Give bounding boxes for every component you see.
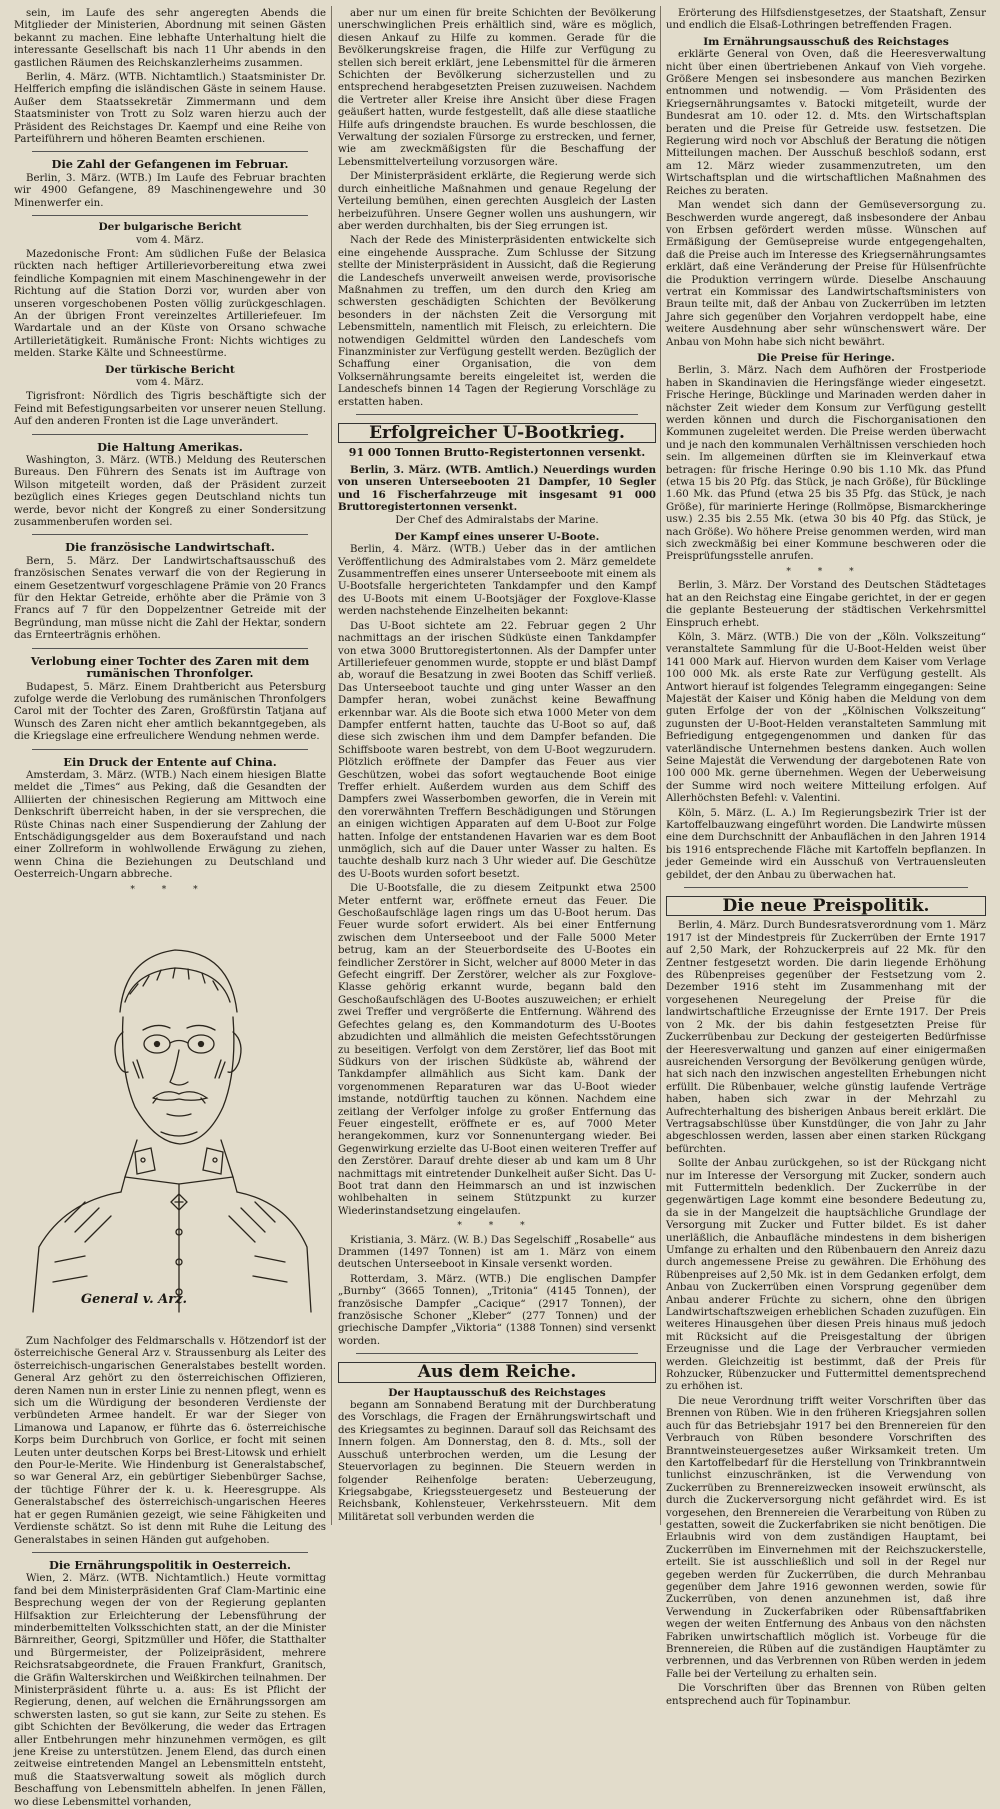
article-text: Das U-Boot sichtete am 22. Februar gegen 2 Uhr nachmittags an der irischen Südküste einen Tankdampfer von etwa 3000 Bruttoregistertonnen. Als der Dampfer unter Artilleriefeuer genommen wurde, stoppte er und bläst Dampf ab, worauf die Besatzung in zwei Booten das Schiff verließ. Das Unterseeboot tauchte und ging unter Wasser an den Dampfer heran, wobei zunächst keine Bewaffnung erkennbar war. Als die Boote sich etwa 1000 Meter von dem Dampfer entfernt hatten, tauchte das U-Boot so auf, daß diese sich zwischen ihm und dem Dampfer befanden. Die Schiffsboote waren bestrebt, von dem U-Boot wegzurudern. Plötzlich eröffnete der Dampfer das Feuer aus vier Geschützen, wobei das sofort wegtauchende Boot einige Treffer erhielt. Außerdem wurden aus dem Schiff des Dampfers zwei Wasserbomben geworfen, die in Verein mit den vorerwähnten Treffern Beschädigungen und Störungen an einigen wichtigen Apparaten auf dem U-Boot zur Folge hatten. Infolge der entstandenen Havarien war es dem Boot unmöglich, sich auf die Dauer unter Wasser zu halten. Es tauchte deshalb kurz nach 3 Uhr wieder auf. Die Geschütze des U-Boots wurden sofort besetzt.: [338, 620, 656, 880]
article-text: sein, im Laufe des sehr angeregten Abends die Mitglieder der Ministerien, Abordnung mit seinen Gästen bekannt zu machen. Eine lebhafte Unterhaltung hielt die interessante Gesellschaft bis nach 11 Uhr abends in den gastlichen Räumen des Reichskanzlerheims zusammen.: [14, 8, 326, 69]
article-text: Kristiania, 3. März. (W. B.) Das Segelschiff „Rosabelle“ aus Drammen (1497 Tonnen) ist am 1. März von einem deutschen Unterseeboot in Kinsale versenkt worden.: [338, 1234, 656, 1271]
portrait-caption: General v. Arz.: [81, 1291, 187, 1307]
article-text: Berlin, 3. März. Nach dem Aufhören der Frostperiode haben in Skandinavien die Heringsfänge wieder eingesetzt. Frische Heringe, Bücklinge und Marinaden werden daher in nächster Zeit wieder dem Konsum zur Verfügung gestellt werden können und durch die Fischorganisationen den Kommunen zugeleitet werden. Die Preise werden überwacht und je nach den kommunalen Verhältnissen verschieden hoch sein. Im allgemeinen dürften sie im Kleinverkauf etwa betragen: für frische Heringe 0.90 bis 1.10 Mk. das Pfund (etwa 15 bis 20 Pfg. das Stück, je nach Größe), für Bücklinge 1.60 Mk. das Pfund (etwa 25 bis 35 Pfg. das Stück, je nach Größe), für marinierte Heringe (Rollmöpse, Bismarckheringe usw.) 2.35 bis 2.55 Mk. (etwa 30 bis 40 Pfg. das Stück, je nach Größe). Wo höhere Preise genommen werden, wird man sich zweckmäßig bei einer Kommune beschweren oder die Preisprüfungsstelle anrufen.: [666, 365, 986, 563]
divider: [32, 534, 308, 535]
divider: [32, 648, 308, 649]
article-text: Nach der Rede des Ministerpräsidenten entwickelte sich eine eingehende Aussprache. Zum Schlusse der Sitzung stellte der Ministerpräsident in Aussicht, daß die Regierung die Landeschefs unverweilt anweisen werde, provisorische Maßnahmen zu treffen, um den durch den Krieg am schwersten geschädigten Schichten der Bevölkerung besonders in der nächsten Zeit die Versorgung mit Lebensmitteln, namentlich mit Fleisch, zu erleichtern. Die notwendigen Geldmittel würden den Landeschefs vom Finanzminister zur Verfügung gestellt werden. Bezüglich der Schaffung einer Organisation, die von dem Volksernährungsamte bereits eingeleitet ist, werden die Landeschefs binnen 14 Tagen der Regierung Vorschläge zu erstatten haben.: [338, 235, 656, 408]
article-text: Berlin, 4. März. (WTB. Nichtamtlich.) Staatsminister Dr. Helfferich empfing die isländischen Gäste in seinem Hause. Außer dem Staatssekretär Zimmermann und dem Staatsminister von Trott zu Solz waren hierzu auch der Präsident des Reichstages Dr. Kaempf und eine Reihe von Parteiführern und höheren Beamten erschienen.: [14, 72, 326, 146]
article-text: Die U-Bootsfalle, die zu diesem Zeitpunkt etwa 2500 Meter entfernt war, eröffnete erneut das Feuer. Die Geschoßaufschläge lagen rings um das U-Boot herum. Das Feuer wurde sofort erwidert. Als bei einer Entfernung zwischen dem Unterseeboot und der Falle 5000 Meter betrug, kam an der Steuerbordseite des U-Bootes ein feindlicher Zerstörer in Sicht, welcher auf 8000 Meter in das Gefecht eingriff. Der Zerstörer, welcher als zur Foxglove-Klasse gehörig erkannt wurde, begann bald den Geschoßaufschlägen des U-Bootes auszuweichen; er erhielt zwei Treffer und vergrößerte die Entfernung. Während des Gefechtes gelang es, den Kommandoturm des U-Bootes abzudichten und allmählich die meisten Gefechtsstörungen zu beseitigen. Verfolgt von dem Zerstörer, lief das Boot mit Südkurs von der irischen Südküste ab, während der Tankdampfer allmählich aus Sicht kam. Dank der vorgenommenen Reparaturen war das U-Boot wieder imstande, notdürftig tauchen zu können. Nachdem eine zeitlang der Verfolger infolge zu großer Entfernung das Feuer eingestellt, eröffnete er es, auf 7000 Meter herangekommen, kurz vor Sonnenuntergang wieder. Bei Gegenwirkung erzielte das U-Boot einen weiteren Treffer auf den Zerstörer. Darauf drehte dieser ab und kam um 8 Uhr nachmittags mit eintretender Dunkelheit außer Sicht. Das U-Boot trat dann den Heimmarsch an und ist inzwischen wohlbehalten in seinem Stützpunkt zu kurzer Wiederinstandsetzung eingelaufen.: [338, 883, 656, 1217]
article-text: Köln, 3. März. (WTB.) Die von der „Köln. Volkszeitung“ veranstaltete Sammlung für die U-Boot-Helden weist über 141 000 Mark auf. Hiervon wurden dem Kaiser vom Verlage 100 000 Mk. als erste Rate zur Verfügung gestellt. Als Antwort hierauf ist folgendes Telegramm eingegangen: Seine Majestät der Kaiser und König haben die Meldung von dem guten Erfolge der von der „Kölnischen Volkszeitung“ zugunsten der U-Boot-Helden veranstalteten Sammlung mit Befriedigung entgegengenommen und danken für das vaterländische Unternehmen bestens danken. Auch wollen Seine Majestät die Verwendung der dargebotenen Rate von 100 000 Mk. gerne übernehmen. Wegen der Ueberweisung der Summe wird noch weitere Mitteilung erfolgen. Auf Allerhöchsten Befehl: v. Valentini.: [666, 631, 986, 805]
article-text: Berlin, 4. März. Durch Bundesratsverordnung vom 1. März 1917 ist der Mindestpreis für Zuckerrüben der Ernte 1917 auf 2,50 Mark, der Rohzuckerpreis auf 22 Mk. für den Zentner festgesetzt worden. Die darin liegende Erhöhung des Rübenpreises gegenüber der Festsetzung vom 2. Dezember 1916 steht im Zusammenhang mit der vorgesehenen Neuregelung der Preise für die landwirtschaftliche Erzeugnisse der Ernte 1917. Der Preis von 2 Mk. der bis dahin festgesetzten Preise für Zuckerrübenbau zur Deckung der gesteigerten Bedürfnisse der Heeresverwaltung und ganzen auf einer einigermaßen ausreichenden Versorgung der Bevölkerung genügen würde, hat sich nach den inzwischen angestellten Erhebungen nicht erfüllt. Die Rübenbauer, welche günstig laufende Verträge haben, haben sich zwar in der Mehrzahl zu Aufrechterhaltung des bisherigen Anbaus bereit erklärt. Die Vertragsabschlüsse über Kunstdünger, die von Jahr zu Jahr abgeschlossen werden, lassen aber einen starken Rückgang befürchten.: [666, 920, 986, 1155]
article-text: Amsterdam, 3. März. (WTB.) Nach einem hiesigen Blatte meldet die „Times“ aus Peking, daß die Gesandten der Alliierten der chinesischen Regierung am Mittwoch eine Denkschrift überreicht haben, in der sie versprechen, die Rüste Chinas nach einer Suspendierung der Zahlung der Entschädigungsgelder aus dem Boxeraufstand und nach einer Zollreform in wohlwollende Erwägung zu ziehen, wenn China die Beziehungen zu Deutschland und Oesterreich-Ungarn abbreche.: [14, 769, 326, 881]
article-text: erklärte General von Oven, daß die Heeresverwaltung nicht über einen übertriebenen Ankauf von Vieh vorgehe. Größere Mengen sei insbesondere aus manchen Bezirken entnommen und notwendig. — Vom Präsidenten des Kriegsernährungsamtes v. Batocki mitgeteilt, wurde der Bundesrat am 10. oder 12. d. Mts. den Wirtschaftsplan beraten und die Preise für Getreide usw. festsetzen. Die Regierung wird noch vor Abschluß der Beratung die nötigen Mitteilungen machen. Der Ausschuß beschloß sodann, erst am 12. März wieder zusammenzutreten, um den Wirtschaftsplan und die wirtschaftlichen Maßnahmen des Reiches zu beraten.: [666, 49, 986, 197]
subheadline-tonnage: 91 000 Tonnen Brutto-Registertonnen versenkt.: [348, 446, 646, 460]
headline-hauptausschuss: Der Hauptausschuß des Reichstages: [388, 1386, 606, 1399]
section-stars: * * *: [130, 884, 210, 895]
column-right: [666, 8, 986, 1707]
divider: [684, 887, 968, 888]
column-middle: [338, 8, 656, 1525]
divider: [32, 151, 308, 152]
divider: [356, 414, 638, 415]
headline-uboot-krieg: Erfolgreicher U-Bootkrieg.: [338, 423, 656, 443]
column-rule: [331, 6, 332, 1525]
section-stars: * * *: [457, 1221, 537, 1232]
article-text: Zum Nachfolger des Feldmarschalls v. Hötzendorf ist der österreichische General Arz v. Straussenburg als Leiter des österreichisch-ungarischen Generalstabes bestellt worden. General Arz gehört zu den österreichischen Offizieren, deren Namen nun in erster Linie zu nennen pflegt, wenn es sich um die Würdigung der besonderen Verdienste der verbündeten Armee handelt. Er war der Sieger von Limanowa und Lapanow, er führte das 6. österreichische Korps beim Durchbruch von Gorlice, er focht mit seinen Leuten unter deutschen Korps bei Brest-Litowsk und erhielt den Pour-le-Merite. Wie Hindenburg ist Generalstabschef, so war General Arz, ein gebürtiger Siebenbürger Sachse, der tüchtige Führer der k. u. k. Heeresgruppe. Als Generalstabschef des österreichisch-ungarischen Heeres hat er gegen Rumänien gezeigt, wie seine Fähigkeiten und Verdienste schätzt. So ist denn mit Ruhe die Leitung des Generalstabes in seinen Händen gut aufgehoben.: [14, 1336, 326, 1546]
divider: [32, 215, 308, 216]
column-left: [14, 8, 326, 1808]
divider: [32, 749, 308, 750]
headline-heringe: Die Preise für Heringe.: [757, 351, 895, 364]
general-portrait-drawing: [25, 902, 315, 1332]
headline-preispolitik: Die neue Preispolitik.: [666, 896, 986, 916]
column-rule: [660, 6, 661, 1525]
article-text: Köln, 5. März. (L. A.) Im Regierungsbezirk Trier ist der Kartoffelbauzwang eingeführt worden. Die Landwirte müssen eine dem Durchschnitt der Anbauflächen in den Jahren 1914 bis 1916 entsprechende Fläche mit Kartoffeln bepflanzen. In jeder Gemeinde wird ein Ausschuß von Vertrauensleuten gebildet, der den Anbau zu überwachen hat.: [666, 807, 986, 881]
article-text: Man wendet sich dann der Gemüseversorgung zu. Beschwerden wurde angeregt, daß insbesondere der Anbau von Erbsen gefördert werden müsse. Wünschen auf Ermäßigung der Gemüsepreise wurde entgegengehalten, daß die Preise auch im Interesse des Kriegsernährungsamtes erklärt, daß eine Veränderung der Preise für Hülsenfrüchte die Produktion verringern würde. Dieselbe Anschauung vertrat ein Kommissar des Landwirtschaftsministers von Braun teilte mit, daß der Anbau von Zuckerrüben im letzten Jahre sich gegenüber den Vorjahren verdoppelt habe, eine weitere Ausdehnung aber sehr wünschenswert wäre. Der Anbau von Mohn habe sich nicht bewährt.: [666, 200, 986, 348]
article-text: Berlin, 4. März. (WTB.) Ueber das in der amtlichen Veröffentlichung des Admiralstabes vom 2. März gemeldete Zusammentreffen eines unserer Unterseeboote mit einem als U-Bootsfalle hergerichteten Tankdampfer und den Kampf des U-Boots mit einem U-Bootsjäger der Foxglove-Klasse werden nachstehende Einzelheiten bekannt:: [338, 544, 656, 618]
article-text: Der Ministerpräsident erklärte, die Regierung werde sich durch einheitliche Maßnahmen und genaue Regelung der Verteilung bemühen, einen gerechten Ausgleich der Lasten herbeizuführen. Unsere Gegner wollen uns aushungern, wir aber werden durchhalten, bis der Sieg errungen ist.: [338, 171, 656, 232]
section-stars: * * *: [786, 566, 866, 577]
article-text: Mazedonische Front: Am südlichen Fuße der Belasica rückten nach heftiger Artillerievorbereitung etwa zwei feindliche Kompagnien mit einem Maschinengewehr in der Richtung auf die Station Dorzi vor, wurden aber von unseren vorgeschobenen Posten völlig zurückgeschlagen. An der übrigen Front vereinzeltes Artilleriefeuer. Im Wardartale und an der Küste von Orsano schwache Artillerietätigkeit. Rumänische Front: Nichts wichtiges zu melden. Starke Kälte und Schneestürme.: [14, 248, 326, 360]
article-text: Erörterung des Hilfsdienstgesetzes, der Staatshaft, Zensur und endlich die Elsaß-Lothringen betreffenden Fragen.: [666, 8, 986, 32]
article-text: Tigrisfront: Nördlich des Tigris beschäftigte sich der Feind mit Befestigungsarbeiten vor unserer neuen Stellung. Auf den anderen Fronten ist die Lage unverändert.: [14, 391, 326, 428]
article-text: Berlin, 3. März. (WTB. Amtlich.) Neuerdings wurden von unseren Unterseebooten 21 Dampfer, 10 Segler und 16 Fischerfahrzeuge mit insgesamt 91 000 Bruttoregistertonnen versenkt.: [338, 463, 656, 514]
headline-franz-landwirtschaft: Die französische Landwirtschaft.: [65, 540, 275, 555]
article-text: Wien, 2. März. (WTB. Nichtamtlich.) Heute vormittag fand bei dem Ministerpräsidenten Graf Clam-Martinic eine Besprechung wegen der von der Regierung geplanten Hilfsaktion zur Erleichterung der Lebensführung der minderbemittelten Volksschichten statt, an der die Minister Bärnreither, Georgi, Spitzmüller und Höfer, die Statthalter und Bürgermeister, der Polizeipräsident, mehrere Reichsratsabgeordnete, die Frauen Frankfurt, Granitsch, die Gräfin Walterskirchen und Weißkirchen teilnahmen. Der Ministerpräsident führte u. a. aus: Es ist Pflicht der Regierung, denen, auf welchen die Ernährungssorgen am schwersten lasten, so gut sie kann, zur Seite zu stehen. Es gibt Schichten der Bevölkerung, die weder das Ertragen aller Entbehrungen mehr hinzunehmen vermögen, es gilt jene Kreise zu unterstützen. Jenem Elend, das durch einen zeitweise eintretenden Mangel an Lebensmitteln entsteht, muß die Staatsverwaltung soweit als möglich durch Beschaffung von Lebensmitteln abhelfen. In jenen Fällen, wo diese Lebensmittel vorhanden,: [14, 1573, 326, 1808]
headline-ernaehrungsausschuss: Im Ernährungsausschuß des Reichstages: [703, 35, 949, 48]
divider: [356, 1353, 638, 1354]
report-date: vom 4. März.: [136, 234, 204, 246]
article-text: Bern, 5. März. Der Landwirtschaftsausschuß des französischen Senates verwarf die von der Regierung in einem Gesetzentwurf vorgeschlagene Prämie von 20 Francs für den Hektar Getreide, erhöhte aber die Prämie von 3 Francs auf 7 für den Doppelzentner Getreide mit der Begründung, man müsse nicht die Zahl der Hektar, sondern das Ernteerträgnis erhöhen.: [14, 555, 326, 642]
divider: [32, 1552, 308, 1553]
article-text: Budapest, 5. März. Einem Drahtbericht aus Petersburg zufolge werde die Verlobung des rumänischen Thronfolgers Carol mit der Tochter des Zaren, Großfürstin Tatjana auf Wunsch des Zaren nicht eher amtlich bekanntgegeben, als die Kriegslage eine erfreulichere Wendung nehmen werde.: [14, 681, 326, 743]
article-text: Rotterdam, 3. März. (WTB.) Die englischen Dampfer „Burnby“ (3665 Tonnen), „Tritonia“ (4145 Tonnen), der französische Dampfer „Cacique“ (2917 Tonnen), der französische Schoner „Kleber“ (277 Tonnen) und der griechische Dampfer „Viktoria“ (1388 Tonnen) sind versenkt worden.: [338, 1273, 656, 1347]
report-date: vom 4. März.: [136, 376, 204, 388]
article-text: Berlin, 3. März. Der Vorstand des Deutschen Städtetages hat an den Reichstag eine Eingabe gerichtet, in der er gegen die geplante Besteuerung der städtischen Verkehrsmittel Einspruch erhebt.: [666, 580, 986, 629]
signature: Der Chef des Admiralstabs der Marine.: [395, 515, 599, 527]
article-text: Die neue Verordnung trifft weiter Vorschriften über das Brennen von Rüben. Wie in den früheren Kriegsjahren sollen auch für das Betriebsjahr 1917 bei den Brennereien für den Verbrauch von Rüben besondere Vorschriften des Branntweinsteuergesetzes außer Wirksamkeit treten. Um den Kartoffelbedarf für die Herstellung von Trinkbranntwein tunlichst einzuschränken, ist die Verwendung von Zuckerrüben zu Brennereizwecken insoweit erwünscht, als durch die Zuckerversorgung nicht gefährdet wird. Es ist vorgesehen, den Brennereien die Verarbeitung von Rüben zu gestatten, soweit die Zuckerfabriken sie nicht benötigen. Die Erlaubnis wird von dem zuständigen Hauptamt, bei Zuckerrüben im Einvernehmen mit der Reichszuckerstelle, erteilt. Sie ist ausschließlich und soll in der Regel nur gegeben werden für Zuckerrüben, die durch Mehranbau gegenüber dem Jahre 1916 gewonnen werden, sowie für Zuckerrüben, von denen anzunehmen ist, daß ihre Verwendung in Zuckerfabriken oder Rübensaftfabriken wegen der weiten Entfernung des Anbaus von den nächsten Fabriken unwirtschaftlich möglich ist. Vorbeuge für die Brennereien, die Rüben auf die zuständigen Hauptämter zu verbrennen, und das Verbrennen von Rüben werden in jedem Falle bei der Verteilung zu erhalten sein.: [666, 1395, 986, 1680]
article-text: Sollte der Anbau zurückgehen, so ist der Rückgang nicht nur im Interesse der Versorgung mit Zucker, sondern auch mit Futtermitteln bedenklich. Der Zuckerrübe in der gegenwärtigen Lage kommt eine besondere Bedeutung zu, da sie in der Mangelzeit die hauptsächliche Grundlage der Versorgung mit Zucker und Futter bildet. Es ist daher unerläßlich, die Anbaufläche mindestens in dem bisherigen Umfange zu erhalten und den Rübenbauern den Anreiz dazu durch angemessene Preise zu gewähren. Die Erhöhung des Rübenpreises auf 2,50 Mk. ist in dem Gedanken erfolgt, dem Anbau von Zuckerrüben einen Vorsprung gegenüber dem Anbau anderer Früchte zu sichern, ohne den übrigen Landwirtschaftszweigen erheblichen Schaden zuzufügen. Ein weiteres Hinausgehen über diesen Preis hinaus muß jedoch mit Rücksicht auf die Preisgestaltung der übrigen Erzeugnisse und die Lage der Verbraucher vermieden werden. Gleichzeitig ist bestimmt, daß der Preis für Rohzucker, Rübenzucker und Futtermittel dementsprechend zu erhöhen ist.: [666, 1158, 986, 1393]
headline-gefangene: Die Zahl der Gefangenen im Februar.: [51, 157, 289, 172]
headline-bulgarian-report: Der bulgarische Bericht: [98, 221, 242, 234]
headline-china: Ein Druck der Entente auf China.: [63, 754, 277, 769]
headline-ernaehrung-oesterreich: Die Ernährungspolitik in Oesterreich.: [48, 1557, 292, 1572]
headline-amerika: Die Haltung Amerikas.: [97, 439, 243, 454]
headline-verlobung: Verlobung einer Tochter des Zaren mit dem rumänischen Thronfolger.: [30, 653, 310, 681]
divider: [32, 434, 308, 435]
portrait-illustration: [25, 902, 315, 1332]
article-text: Berlin, 3. März. (WTB.) Im Laufe des Februar brachten wir 4900 Gefangene, 89 Maschinengewehre und 30 Minenwerfer ein.: [14, 172, 326, 209]
article-text: Die Vorschriften über das Brennen von Rüben gelten entsprechend auch für Topinambur.: [666, 1683, 986, 1707]
article-text: aber nur um einen für breite Schichten der Bevölkerung unerschwinglichen Preis erhältlich sind, wäre es möglich, diesen Ankauf zu Hilfe zu kommen. Gerade für die Bevölkerungskreise fragen, die Hilfe zur Verfügung zu stellen sich bereit erklärt, jene Lebensmittel für die ärmeren Schichten der Bevölkerung sicherzustellen und zu entsprechend herabgesetzten Preisen zuzuweisen. Nachdem die Vertreter aller Kreise ihre Ansicht über diese Fragen geäußert hatten, wurde festgestellt, daß alle diese staatliche Hilfe aufs dringendste brauchen. Es wurde beschlossen, die Verwaltung der sozialen Fürsorge zu erstrecken, und ferner, wie am zweckmäßigsten für die Beschaffung der Lebensmittelverteilung vorzusorgen wäre.: [338, 8, 656, 168]
article-text: begann am Sonnabend Beratung mit der Durchberatung des Vorschlags, die Fragen der Ernährungswirtschaft und des Kriegsamtes zu beginnen. Darauf soll das Reichsamt des Innern folgen. Am Donnerstag, den 8. d. Mts., soll der Ausschuß unterbrochen werden, um die Lesung der Steuervorlagen zu beginnen. Die Steuern werden in folgender Reihenfolge beraten: Ueberzeugung, Kriegsabgabe, Kriegssteuergesetz und Besteuerung der Reichsbank, Kohlensteuer, Verkehrssteuern. Mit dem Militäretat soll verbunden werden die: [338, 1400, 656, 1523]
headline-aus-dem-reiche: Aus dem Reiche.: [338, 1362, 656, 1382]
headline-turkish-report: Der türkische Bericht: [105, 363, 235, 376]
article-text: Washington, 3. März. (WTB.) Meldung des Reuterschen Bureaus. Den Führern des Senats ist im Auftrage von Wilson mitgeteilt worden, daß der Präsident zurzeit bezüglich eines Krieges gegen Deutschland nichts tun werde, bevor nicht der Kongreß zu einer Sondersitzung zusammenberufen worden sei.: [14, 455, 326, 529]
headline-kampf-uboot: Der Kampf eines unserer U-Boote.: [394, 530, 600, 543]
